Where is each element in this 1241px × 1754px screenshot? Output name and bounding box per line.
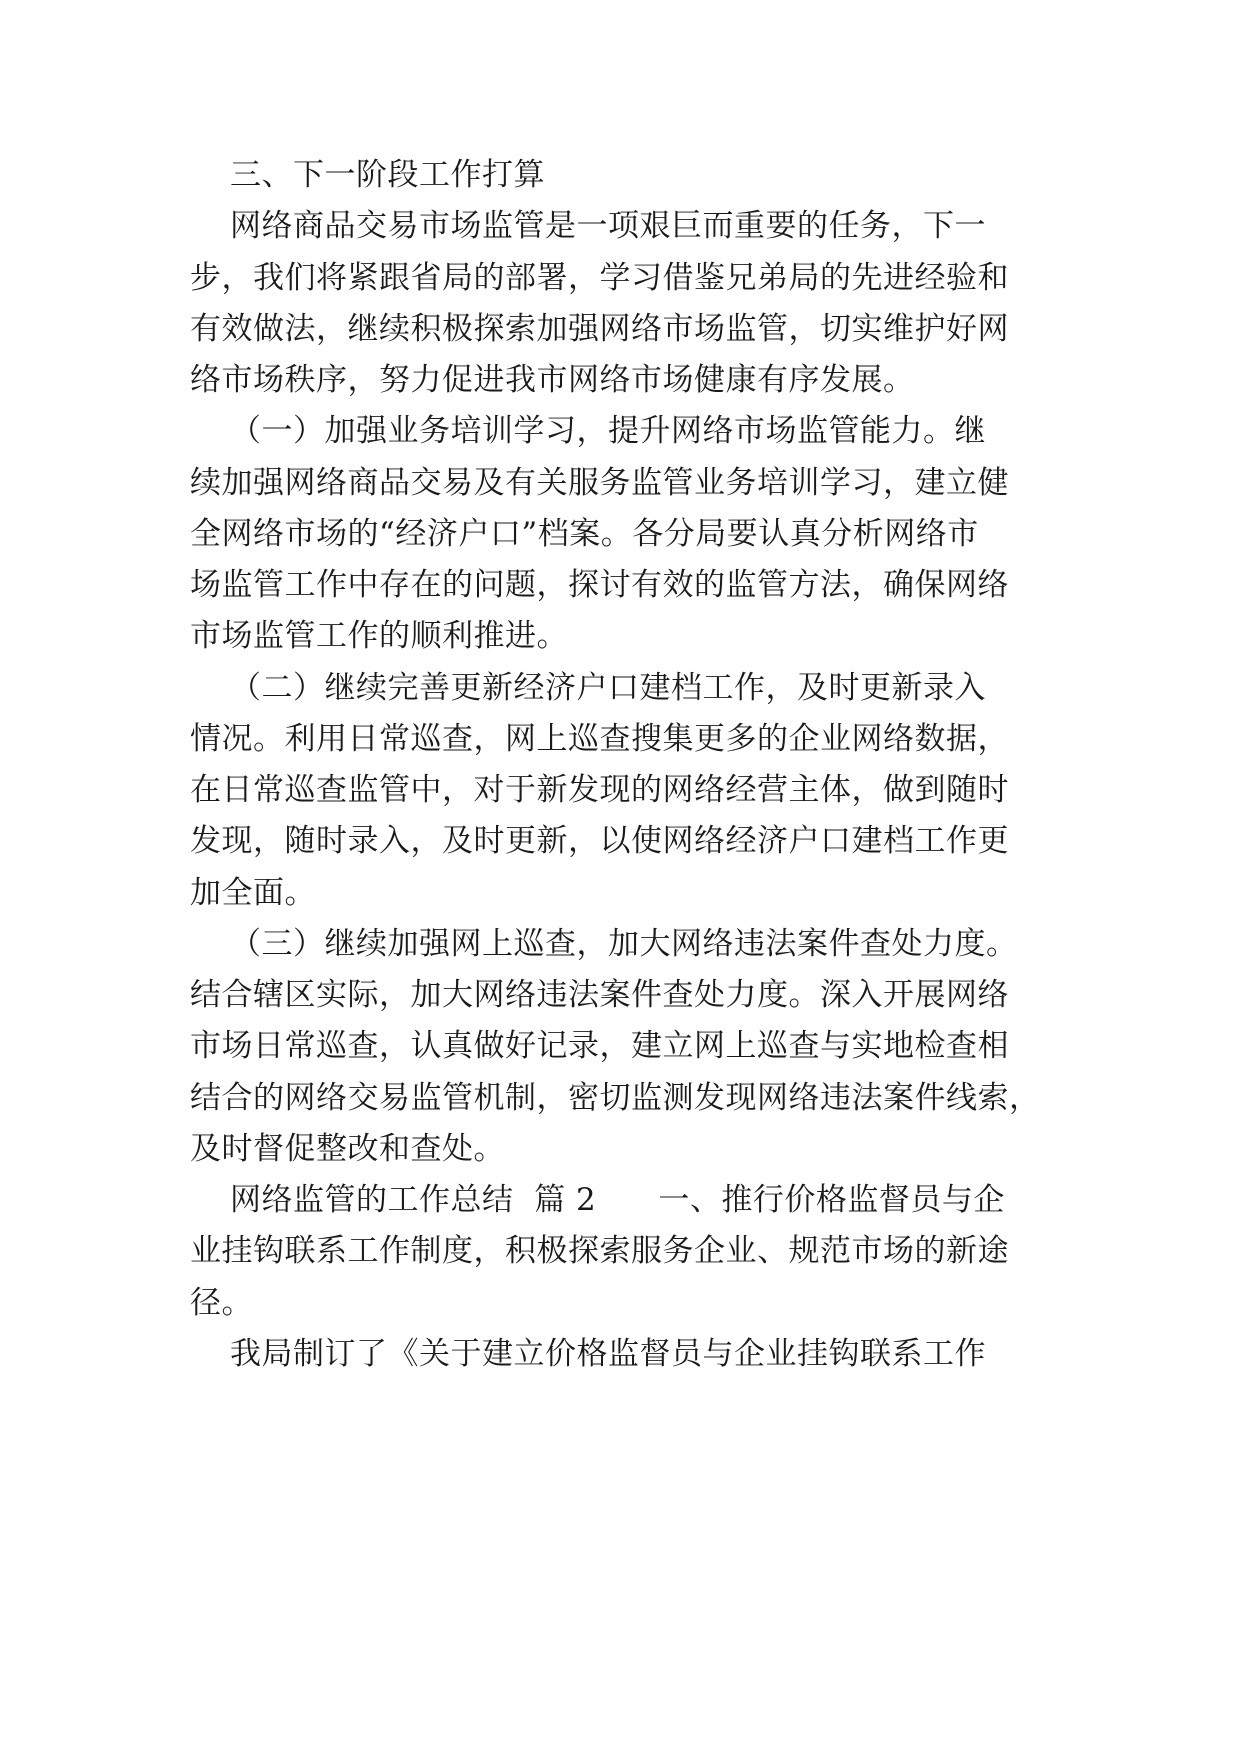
paragraph-line: 场监管工作中存在的问题，探讨有效的监管方法，确保网络 (190, 567, 1009, 603)
paragraph-line: 结合的网络交易监管机制，密切监测发现网络违法案件线索， (190, 1080, 1041, 1116)
paragraph-line: 径。 (190, 1285, 253, 1321)
paragraph-line: 步，我们将紧跟省局的部署，学习借鉴兄弟局的先进经验和 (190, 260, 1009, 296)
paragraph-line: 全网络市场的“经济户口”档案。各分局要认真分析网络市 (190, 516, 979, 552)
paragraph-line: 续加强网络商品交易及有关服务监管业务培训学习，建立健 (190, 465, 1009, 501)
paragraph-line: 市场监管工作的顺利推进。 (190, 618, 568, 654)
paragraph-line: 有效做法，继续积极探索加强网络市场监管，切实维护好网 (190, 311, 1009, 347)
paragraph-line: 网络商品交易市场监管是一项艰巨而重要的任务，下一 (230, 208, 986, 244)
paragraph-line: 在日常巡查监管中，对于新发现的网络经营主体，做到随时 (190, 772, 1009, 808)
paragraph-line: 络市场秩序，努力促进我市网络市场健康有序发展。 (190, 362, 915, 398)
paragraph-line: （三）继续加强网上巡查，加大网络违法案件查处力度。 (230, 926, 1018, 962)
paragraph-line: （一）加强业务培训学习，提升网络市场监管能力。继 (230, 413, 986, 449)
paragraph-line: （二）继续完善更新经济户口建档工作，及时更新录入 (230, 670, 986, 706)
paragraph-line: 加全面。 (190, 875, 316, 911)
paragraph-line: 业挂钩联系工作制度，积极探索服务企业、规范市场的新途 (190, 1233, 1009, 1269)
section-heading: 三、下一阶段工作打算 (230, 157, 545, 193)
paragraph-line: 我局制订了《关于建立价格监督员与企业挂钩联系工作 (230, 1336, 986, 1372)
paragraph-line: 市场日常巡查，认真做好记录，建立网上巡查与实地检查相 (190, 1028, 1009, 1064)
paragraph-line: 及时督促整改和查处。 (190, 1131, 505, 1167)
paragraph-line: 结合辖区实际，加大网络违法案件查处力度。深入开展网络 (190, 977, 1009, 1013)
paragraph-line: 网络监管的工作总结 篇 2 一、推行价格监督员与企 (230, 1182, 1005, 1218)
paragraph-line: 发现，随时录入，及时更新，以使网络经济户口建档工作更 (190, 823, 1009, 859)
paragraph-line: 情况。利用日常巡查，网上巡查搜集更多的企业网络数据， (190, 721, 1009, 757)
